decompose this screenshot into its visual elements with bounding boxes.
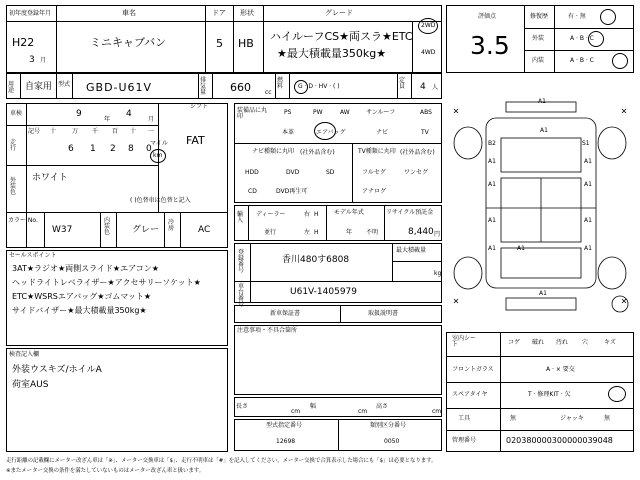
sales-line-3: ETC★WSRSエアバッグ★ゴムマット★ bbox=[12, 292, 152, 301]
mileage-digit: 1 bbox=[90, 144, 96, 154]
colorcode-label: カラー No. bbox=[8, 217, 38, 224]
score-value: 3.5 bbox=[470, 31, 510, 60]
score-label: 評価点 bbox=[478, 13, 497, 20]
name-label: 車名 bbox=[122, 9, 136, 17]
import-label: 輸入 bbox=[237, 211, 244, 224]
grade-label: グレード bbox=[325, 9, 353, 17]
diagram-mark: A1 bbox=[538, 98, 546, 105]
seat-label: 室内シート bbox=[452, 335, 477, 348]
first-reg-label: 初年度登録年月 bbox=[9, 10, 52, 17]
digit-header: 記号 bbox=[28, 128, 41, 135]
inspector-section bbox=[6, 348, 228, 452]
exterior-circle bbox=[588, 31, 604, 47]
max-load-label: 最大積載量 bbox=[396, 247, 427, 254]
ac-label: 冷房 bbox=[168, 219, 175, 232]
diagram-mark: A1 bbox=[539, 290, 547, 297]
mile-label: マイル bbox=[150, 140, 168, 147]
model-label: 型式 bbox=[58, 81, 71, 88]
model-value: GBD-U61V bbox=[86, 81, 153, 94]
digit-header: 百 bbox=[112, 128, 119, 135]
navi-title: ナビ種類に丸印 bbox=[252, 148, 295, 155]
car-diagram bbox=[446, 98, 634, 320]
manual-label: 取扱説明書 bbox=[368, 310, 399, 317]
mileage-digit: 8 bbox=[128, 144, 134, 154]
import-parallel: 並行 bbox=[264, 229, 277, 236]
mileage-digit: 0 bbox=[146, 144, 152, 154]
fuel-options: G · D · HV · ( ) bbox=[298, 83, 340, 90]
repair-circle bbox=[600, 9, 616, 25]
body-shape: HB bbox=[238, 37, 254, 50]
seat-kizu: キズ bbox=[604, 339, 616, 346]
spare-circle bbox=[608, 386, 626, 402]
tool-label: 工具 bbox=[458, 415, 471, 422]
displacement-value: 660 bbox=[230, 81, 251, 94]
sales-line-2: ヘッドライトレベライザー★アクセサリーソケット★ bbox=[12, 278, 201, 287]
spare-value: T · 修理KIT · 欠 bbox=[528, 391, 571, 398]
diagram-mark: B2 bbox=[488, 140, 496, 147]
door-label: ドア bbox=[212, 9, 226, 17]
cc-unit: cc bbox=[265, 89, 272, 96]
navi-cd: CD bbox=[248, 188, 257, 195]
import-left: 左 bbox=[304, 229, 311, 236]
mgmt-value: 020380000300000039048 bbox=[506, 436, 613, 445]
tv-analog: アナログ bbox=[362, 188, 387, 195]
import-dealer: ディーラー bbox=[256, 211, 286, 218]
exterior-options: A · B · C bbox=[570, 35, 594, 42]
glass-label: フロントガラス bbox=[452, 366, 494, 373]
digit-header: 十 bbox=[130, 128, 137, 135]
model-year-value: 不明 bbox=[366, 229, 379, 236]
yen-unit: 円 bbox=[434, 231, 441, 238]
class-number-label: 類別区分番号 bbox=[370, 422, 407, 429]
car-name: ミニキャブバン bbox=[90, 36, 167, 49]
diagram-mark: A1 bbox=[517, 245, 525, 252]
inspect-year-unit: 年 bbox=[104, 116, 111, 123]
shape-label: 形状 bbox=[240, 9, 254, 17]
tv-note: (社外品含む) bbox=[400, 149, 435, 156]
caution-label: 注意事項・不具合箇所 bbox=[237, 327, 298, 334]
tv-fullseg: フルセグ bbox=[362, 169, 386, 176]
colorcode-value: W37 bbox=[52, 225, 73, 235]
equip-tv: TV bbox=[421, 129, 429, 136]
diagram-mark: S1 bbox=[582, 140, 590, 147]
mgmt-label: 管理番号 bbox=[452, 437, 477, 444]
model-year-label: モデル年式 bbox=[334, 209, 364, 216]
fuel-label: 燃料 bbox=[277, 77, 284, 90]
jack-value: 無 bbox=[604, 415, 611, 422]
repair-options: 有 · 無 bbox=[568, 13, 586, 20]
navi-dvd: DVD bbox=[286, 169, 300, 176]
type-number-label: 型式指定番号 bbox=[266, 422, 303, 429]
inspect-month-unit: 月 bbox=[148, 116, 155, 123]
reg-label: 登録番号 bbox=[238, 249, 245, 274]
kg-unit: kg bbox=[434, 270, 442, 277]
length-unit: cm bbox=[291, 408, 301, 415]
digit-header: 十 bbox=[50, 128, 57, 135]
displacement-label: 排気量 bbox=[200, 77, 207, 96]
type-number-value: 12698 bbox=[276, 438, 296, 445]
equip-leather: 本革 bbox=[282, 129, 295, 136]
diagram-mark: A1 bbox=[488, 181, 496, 188]
drive-4wd: 4WD bbox=[421, 49, 436, 56]
sales-line-4: サイドバイザー★最大積載量350kg★ bbox=[12, 306, 147, 315]
equip-airbag: エアバッグ bbox=[316, 129, 346, 136]
class-number-value: 0050 bbox=[384, 438, 400, 445]
tool-value: 無 bbox=[510, 415, 517, 422]
digit-header: 千 bbox=[92, 128, 99, 135]
equip-aw: AW bbox=[340, 109, 350, 116]
diagram-mark: A1 bbox=[584, 181, 592, 188]
ac-value: AC bbox=[198, 225, 211, 235]
diagram-mark: A1 bbox=[584, 245, 592, 252]
glass-value: A · × 要交 bbox=[546, 366, 575, 373]
diagram-mark: A1 bbox=[488, 158, 496, 165]
width-unit: cm bbox=[358, 408, 368, 415]
equip-sunroof: サンルーフ bbox=[366, 109, 396, 116]
seat-koge: コゲ bbox=[508, 339, 521, 346]
color-label: 外装色 bbox=[10, 177, 17, 196]
mileage-digit: 6 bbox=[68, 144, 74, 154]
diagram-mark: A1 bbox=[584, 158, 592, 165]
inspector-label: 検査記入欄 bbox=[9, 351, 40, 358]
interior-color-value: グレー bbox=[132, 225, 160, 235]
color-change-note: ( )色替車は色替と記入 bbox=[130, 197, 191, 204]
door-count: 5 bbox=[216, 37, 223, 50]
interior-label: 内装 bbox=[532, 57, 545, 64]
capacity-unit: 人 bbox=[432, 84, 439, 91]
digit-header: 万 bbox=[72, 128, 79, 135]
grade-line-2: ★最大積載量350kg★ bbox=[277, 47, 387, 60]
seat-yabure: 破れ bbox=[532, 339, 545, 346]
recycle-label: リサイクル預託金 bbox=[386, 209, 434, 216]
inspect-year: 9 bbox=[76, 109, 82, 119]
diagram-mark: A1 bbox=[488, 245, 496, 252]
documents-row bbox=[234, 305, 442, 323]
spare-label: スペアタイヤ bbox=[452, 391, 488, 398]
dimensions-row bbox=[234, 397, 442, 417]
reg-plate: 香川480す6808 bbox=[282, 255, 350, 265]
chassis-value: U61V-1405979 bbox=[290, 287, 357, 297]
height-unit: cm bbox=[432, 408, 442, 415]
shift-value: FAT bbox=[186, 134, 205, 147]
sales-line-1: 3AT★ラジオ★両側スライド★エアコン★ bbox=[12, 264, 159, 273]
import-h-bottom: H bbox=[314, 229, 319, 236]
drive-2wd: 2WD bbox=[421, 22, 436, 29]
capacity-value: 4 bbox=[420, 82, 426, 92]
diagram-mark: A1 bbox=[540, 127, 548, 134]
inspect-month: 4 bbox=[126, 109, 132, 119]
mileage-label: 走行 bbox=[10, 139, 17, 152]
capacity-label: 定員 bbox=[399, 77, 406, 90]
first-reg-year: H22 bbox=[12, 36, 35, 49]
length-label: 長さ bbox=[236, 403, 249, 410]
equipment-label: 装備品に丸印 bbox=[237, 107, 268, 120]
model-year-unit: 年 bbox=[346, 229, 353, 236]
digit-header: 一 bbox=[148, 128, 155, 135]
seat-ana: 穴 bbox=[582, 339, 589, 346]
equip-navi: ナビ bbox=[376, 129, 389, 136]
grade-line-1: ハイルーフCS★両スラ★ETC bbox=[270, 30, 413, 43]
sales-label: セールスポイント bbox=[9, 252, 57, 259]
height-label: 高さ bbox=[376, 403, 389, 410]
equip-pw: PW bbox=[313, 109, 323, 116]
first-reg-month: 3 bbox=[29, 55, 35, 65]
usage-label: 用途 bbox=[8, 81, 15, 94]
exterior-label: 外装 bbox=[532, 35, 545, 42]
footer-line-1: 走行距離の記載欄にメーター改ざん車は「※」、メーター交換車は「$」、走行不明車は「#」を記入してください。メーター交換で合算表示した場合にも「$」は必要となります。 bbox=[6, 458, 437, 464]
warranty-label: 新車保証書 bbox=[270, 310, 301, 317]
import-h-top: H bbox=[314, 211, 319, 218]
import-right: 右 bbox=[304, 211, 311, 218]
width-label: 幅 bbox=[310, 403, 317, 410]
footer-line-2: ※またメーター交換の条件を満たしていないものはメーター改ざん車と扱います。 bbox=[6, 468, 205, 474]
km-label: km bbox=[153, 152, 163, 159]
navi-note: (社外品含む) bbox=[300, 149, 335, 156]
inspector-line-1: 外装ウスキズ/ホイルA bbox=[12, 365, 102, 375]
tv-title: TV種類に丸印 bbox=[358, 148, 396, 155]
caution-section bbox=[234, 325, 442, 395]
recycle-value: 8,440 bbox=[408, 227, 434, 237]
interior-color-label: 内装色 bbox=[104, 217, 111, 236]
chassis-label: 車台番号 bbox=[238, 283, 245, 308]
navi-dvd-play: DVD再生可 bbox=[276, 188, 308, 195]
navi-hdd: HDD bbox=[245, 169, 259, 176]
equip-ps: PS bbox=[284, 109, 292, 116]
interior-options: A · B · C bbox=[570, 57, 594, 64]
first-reg-month-suffix: 月 bbox=[40, 57, 47, 64]
jack-label: ジャッキ bbox=[560, 415, 584, 422]
shift-label: シフト bbox=[190, 103, 209, 110]
diagram-mark: A1 bbox=[584, 217, 592, 224]
inspect-label: 車検 bbox=[10, 110, 23, 117]
inspector-line-2: 荷室AUS bbox=[12, 380, 49, 390]
usage-value: 自家用 bbox=[25, 82, 53, 92]
tv-oneseg: ワンセグ bbox=[404, 169, 429, 176]
navi-sd: SD bbox=[326, 169, 335, 176]
color-value: ホワイト bbox=[32, 173, 68, 183]
equip-abs: ABS bbox=[420, 109, 432, 116]
interior-circle bbox=[612, 53, 628, 69]
repair-label: 修復歴 bbox=[530, 13, 549, 20]
mileage-digit: 2 bbox=[110, 144, 116, 154]
seat-yogore: 汚れ bbox=[556, 339, 569, 346]
diagram-mark: A1 bbox=[488, 217, 496, 224]
